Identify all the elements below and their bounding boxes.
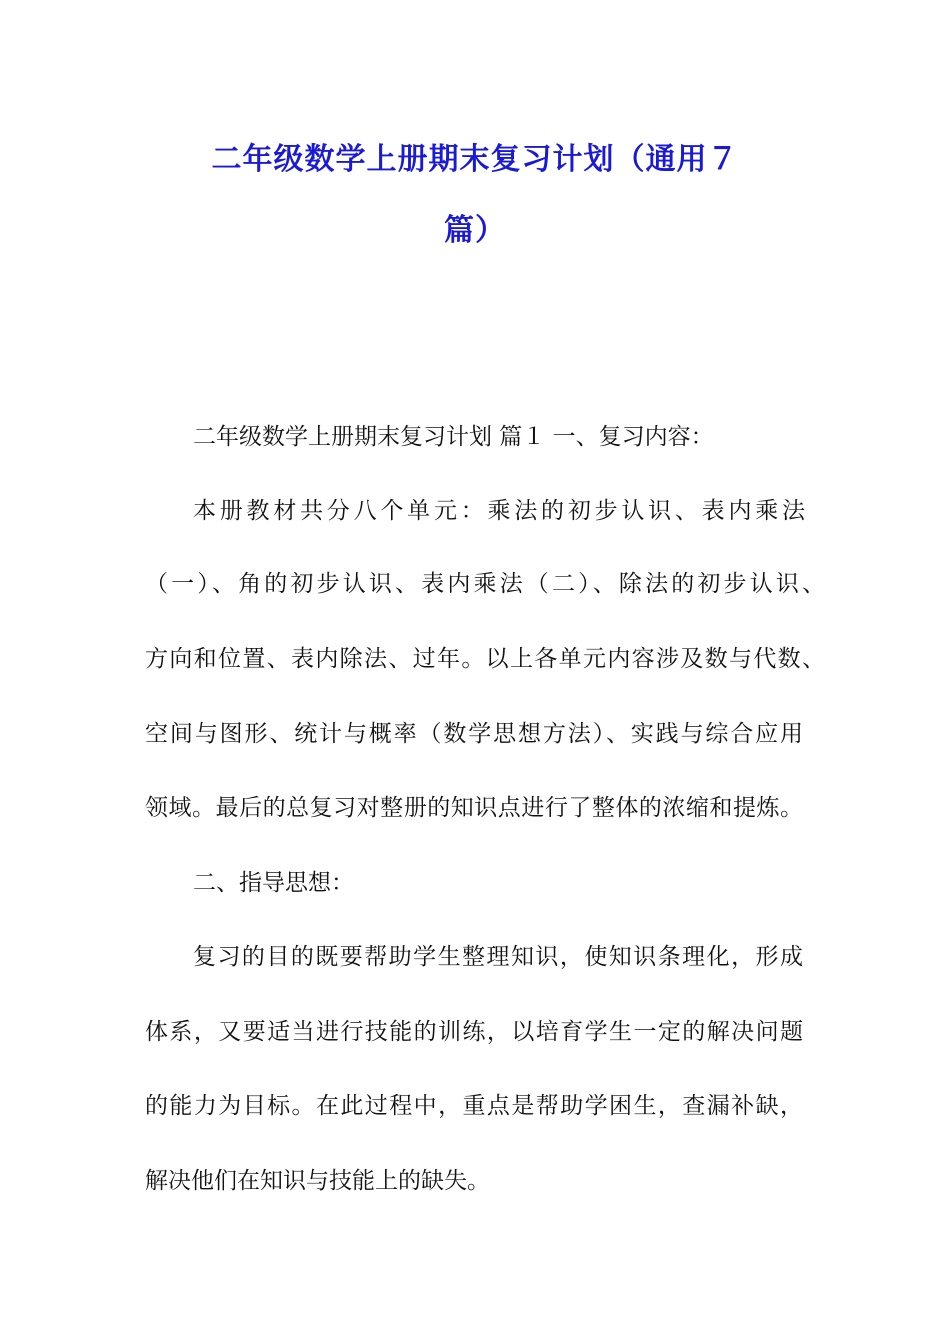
paragraph-2-line-1: 复习的目的既要帮助学生整理知识，使知识条理化，形成 <box>193 944 803 970</box>
paragraph-1-line-2: （一）、角的初步认识、表内乘法（二）、除法的初步认识、 <box>145 571 825 597</box>
paragraph-1-line-4: 空间与图形、统计与概率（数学思想方法）、实践与综合应用 <box>145 721 803 747</box>
paragraph-1-line-1: 本册教材共分八个单元：乘法的初步认识、表内乘法 <box>193 498 805 524</box>
paragraph-2-line-4: 解决他们在知识与技能上的缺失。 <box>145 1168 490 1194</box>
section-heading-line: 二年级数学上册期末复习计划 篇１ 一、复习内容： <box>193 424 714 450</box>
paragraph-2-line-2: 体系，又要适当进行技能的训练，以培育学生一定的解决问题 <box>145 1019 803 1045</box>
document-title-line-1: 二年级数学上册期末复习计划（通用７ <box>211 142 739 177</box>
document-title-line-2: 篇） <box>444 213 506 248</box>
paragraph-2-line-3: 的能力为目标。在此过程中，重点是帮助学困生，查漏补缺， <box>145 1093 803 1119</box>
paragraph-1-line-3: 方向和位置、表内除法、过年。以上各单元内容涉及数与代数、 <box>145 646 825 672</box>
section-2-heading: 二、指导思想： <box>193 870 354 896</box>
paragraph-1-line-5: 领域。最后的总复习对整册的知识点进行了整体的浓缩和提炼。 <box>145 795 803 821</box>
